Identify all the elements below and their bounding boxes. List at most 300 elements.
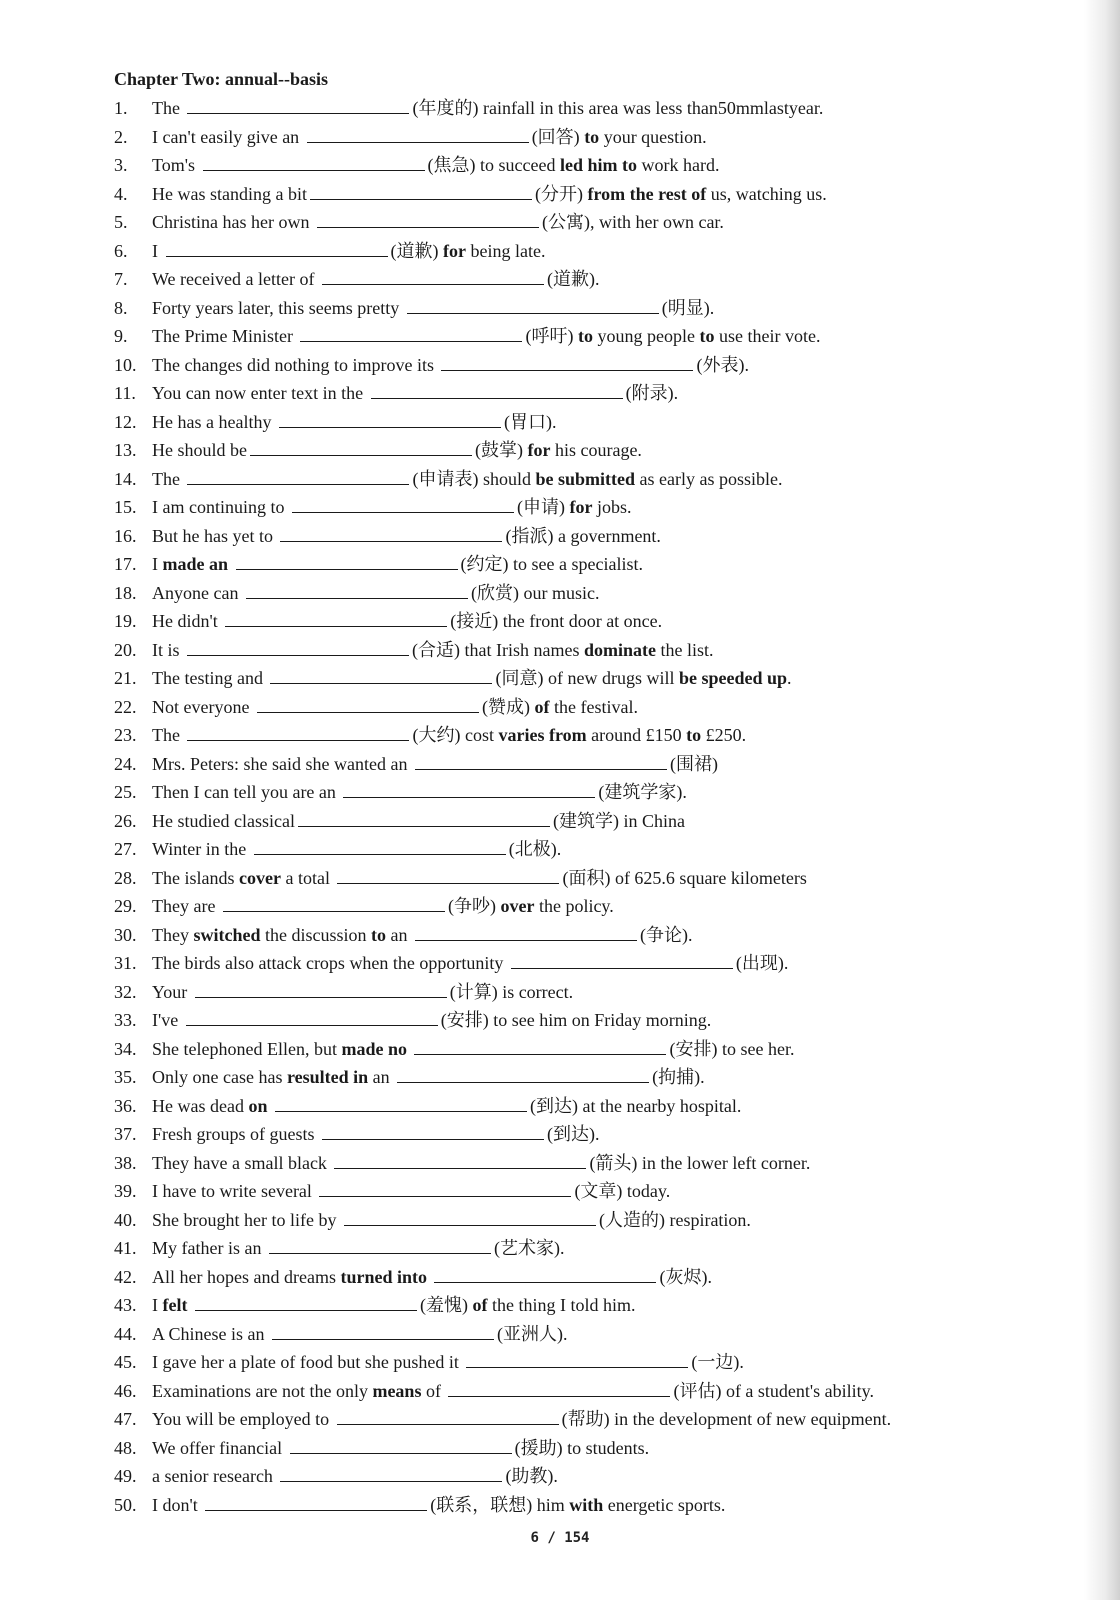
- sentence-text: I am continuing to: [152, 497, 289, 517]
- sentence-text: a senior research: [152, 1466, 278, 1486]
- sentence-text: (评估) of a student's ability.: [673, 1380, 874, 1401]
- sentence-text: It is: [152, 639, 185, 660]
- answer-blank[interactable]: [337, 882, 559, 884]
- exercise-item: [114, 978, 994, 1007]
- sentence-text: (鼓掌): [474, 440, 528, 460]
- sentence-text: work hard.: [636, 155, 720, 175]
- sentence-text: (人造的) respiration.: [598, 1209, 751, 1230]
- sentence-text: (呼吁): [525, 326, 578, 346]
- sentence-text: (附录).: [625, 383, 679, 403]
- sentence-text: [187, 1291, 192, 1319]
- item-number: 4.: [114, 183, 128, 204]
- answer-blank[interactable]: [269, 1252, 491, 1254]
- answer-blank[interactable]: [257, 711, 479, 713]
- sentence-text: £250.: [701, 725, 747, 745]
- sentence-text: (面积) of 625.6 square kilometers: [562, 867, 807, 888]
- bold-phrase: switched: [193, 924, 261, 945]
- sentence-text: (助教).: [505, 1466, 558, 1486]
- answer-blank[interactable]: [187, 654, 409, 656]
- item-number: 36.: [114, 1095, 137, 1116]
- item-number: 35.: [114, 1067, 137, 1087]
- bold-phrase: to: [584, 126, 600, 147]
- answer-blank[interactable]: [187, 483, 409, 485]
- item-number: 41.: [114, 1238, 137, 1258]
- exercise-item: [114, 1405, 994, 1434]
- exercise-item: [114, 921, 994, 950]
- exercise-item: [114, 408, 994, 437]
- answer-blank[interactable]: [280, 1480, 502, 1482]
- exercise-item: [114, 607, 994, 636]
- answer-blank[interactable]: [187, 112, 409, 114]
- exercise-item: [114, 322, 994, 351]
- exercise-item: [114, 1291, 994, 1320]
- sentence-text: They have a small black: [152, 1152, 332, 1173]
- item-number: 10.: [114, 354, 137, 375]
- item-number: 46.: [114, 1380, 137, 1401]
- exercise-item: [114, 1462, 994, 1491]
- answer-blank[interactable]: [371, 397, 623, 399]
- sentence-text: Examinations are not the only: [152, 1380, 373, 1401]
- answer-blank[interactable]: [187, 739, 409, 741]
- answer-blank[interactable]: [250, 454, 472, 456]
- sentence-text: Only one case has: [152, 1067, 287, 1087]
- bold-phrase: to: [699, 326, 715, 346]
- item-number: 6.: [114, 240, 128, 261]
- bold-phrase: of: [534, 696, 550, 717]
- answer-blank[interactable]: [511, 967, 733, 969]
- sentence-text: (分开): [534, 183, 588, 204]
- sentence-text: the festival.: [549, 696, 638, 717]
- exercise-list: [114, 94, 994, 1519]
- sentence-text: use their vote.: [714, 326, 821, 346]
- sentence-text: (回答): [531, 126, 585, 147]
- answer-blank[interactable]: [254, 853, 506, 855]
- sentence-text: (道歉): [390, 240, 443, 261]
- sentence-text: Forty years later, this seems pretty: [152, 297, 404, 318]
- item-number: 28.: [114, 867, 137, 888]
- bold-phrase: to: [370, 924, 386, 945]
- sentence-text: (接近) the front door at once.: [450, 611, 663, 631]
- exercise-item: [114, 636, 994, 665]
- bold-phrase: to: [686, 725, 702, 745]
- answer-blank[interactable]: [275, 1110, 527, 1112]
- sentence-text: She telephoned Ellen, but: [152, 1038, 342, 1059]
- sentence-text: They are: [152, 896, 220, 916]
- sentence-text: He didn't: [152, 611, 223, 631]
- exercise-item: [114, 294, 994, 323]
- exercise-item: [114, 1149, 994, 1178]
- sentence-text: (文章) today.: [574, 1181, 671, 1201]
- answer-blank[interactable]: [317, 226, 539, 228]
- exercise-item: [114, 379, 994, 408]
- sentence-text: I: [152, 554, 163, 574]
- exercise-item: [114, 579, 994, 608]
- sentence-text: (外表).: [696, 354, 749, 375]
- sentence-text: They: [152, 924, 194, 945]
- exercise-item: [114, 1092, 994, 1121]
- item-number: 47.: [114, 1409, 137, 1429]
- answer-blank[interactable]: [195, 1309, 417, 1311]
- exercise-item: [114, 265, 994, 294]
- sentence-text: I've: [152, 1010, 183, 1030]
- sentence-text: A Chinese is an: [152, 1323, 269, 1344]
- bold-phrase: be submitted: [535, 468, 635, 489]
- exercise-item: [114, 1120, 994, 1149]
- item-number: 5.: [114, 212, 128, 232]
- sentence-text: You will be employed to: [152, 1409, 334, 1429]
- sentence-text: the discussion: [260, 924, 371, 945]
- bold-phrase: be speeded up: [678, 668, 787, 688]
- answer-blank[interactable]: [225, 625, 447, 627]
- item-number: 33.: [114, 1010, 137, 1030]
- answer-blank[interactable]: [307, 141, 529, 143]
- item-number: 2.: [114, 126, 128, 147]
- sentence-text: (联系，联想) him: [430, 1494, 570, 1515]
- answer-blank[interactable]: [310, 198, 532, 200]
- answer-blank[interactable]: [270, 682, 492, 684]
- sentence-text: (赞成): [481, 696, 535, 717]
- bold-phrase: made no: [341, 1038, 407, 1059]
- sentence-text: The birds also attack crops when the opportunity: [152, 953, 508, 973]
- sentence-text: She brought her to life by: [152, 1209, 341, 1230]
- item-number: 48.: [114, 1437, 137, 1458]
- sentence-text: (帮助) in the development of new equipment.: [561, 1409, 892, 1429]
- sentence-text: (援助) to students.: [514, 1437, 650, 1458]
- exercise-item: [114, 180, 994, 209]
- bold-phrase: turned into: [340, 1266, 427, 1287]
- bold-phrase: of: [472, 1295, 488, 1315]
- answer-blank[interactable]: [466, 1366, 688, 1368]
- bold-phrase: for: [443, 240, 466, 261]
- sentence-text: You can now enter text in the: [152, 383, 368, 403]
- answer-blank[interactable]: [186, 1024, 438, 1026]
- exercise-item: [114, 1035, 994, 1064]
- bold-phrase: with: [569, 1494, 604, 1515]
- answer-blank[interactable]: [272, 1338, 494, 1340]
- item-number: 8.: [114, 297, 128, 318]
- answer-blank[interactable]: [415, 939, 637, 941]
- sentence-text: (安排) to see her.: [669, 1038, 795, 1059]
- item-number: 18.: [114, 582, 137, 603]
- sentence-text: (建筑学家).: [598, 782, 687, 802]
- answer-blank[interactable]: [205, 1509, 427, 1511]
- sentence-text: We offer financial: [152, 1437, 287, 1458]
- sentence-text: .: [787, 668, 792, 688]
- bold-phrase: cover: [239, 867, 281, 888]
- exercise-item: [114, 94, 994, 123]
- sentence-text: (计算) is correct.: [449, 981, 574, 1002]
- sentence-text: The: [152, 468, 185, 489]
- answer-blank[interactable]: [415, 768, 667, 770]
- bold-phrase: made an: [162, 554, 229, 574]
- bold-phrase: from the rest of: [587, 183, 707, 204]
- exercise-item: [114, 493, 994, 522]
- answer-blank[interactable]: [319, 1195, 571, 1197]
- sentence-text: energetic sports.: [603, 1494, 726, 1515]
- answer-blank[interactable]: [343, 796, 595, 798]
- answer-blank[interactable]: [344, 1224, 596, 1226]
- sentence-text: jobs.: [592, 497, 632, 517]
- exercise-item: [114, 1006, 994, 1035]
- sentence-text: young people: [592, 326, 700, 346]
- sentence-text: I have to write several: [152, 1181, 317, 1201]
- item-number: 26.: [114, 810, 137, 831]
- sentence-text: Mrs. Peters: she said she wanted an: [152, 753, 412, 774]
- answer-blank[interactable]: [290, 1452, 512, 1454]
- worksheet: [114, 66, 994, 1519]
- exercise-item: [114, 1377, 994, 1406]
- item-number: 23.: [114, 725, 137, 745]
- item-number: 1.: [114, 98, 128, 118]
- answer-blank[interactable]: [298, 825, 550, 827]
- sentence-text: (北极).: [508, 839, 562, 859]
- bold-phrase: led him to: [559, 155, 637, 175]
- answer-blank[interactable]: [246, 597, 468, 599]
- answer-blank[interactable]: [448, 1395, 670, 1397]
- sentence-text: being late.: [465, 240, 546, 261]
- bold-phrase: means: [372, 1380, 422, 1401]
- exercise-item: [114, 522, 994, 551]
- exercise-item: [114, 123, 994, 152]
- answer-blank[interactable]: [195, 996, 447, 998]
- item-number: 16.: [114, 525, 137, 546]
- item-number: 14.: [114, 468, 137, 489]
- item-number: 42.: [114, 1266, 137, 1287]
- answer-blank[interactable]: [322, 283, 544, 285]
- exercise-item: [114, 721, 994, 750]
- sentence-text: (到达).: [547, 1124, 600, 1144]
- sentence-text: I can't easily give an: [152, 126, 304, 147]
- answer-blank[interactable]: [279, 426, 501, 428]
- sentence-text: (拘捕).: [652, 1067, 705, 1087]
- sentence-text: He was standing a bit: [152, 183, 307, 204]
- sentence-text: (合适) that Irish names: [412, 639, 584, 660]
- exercise-item: [114, 151, 994, 180]
- answer-blank[interactable]: [397, 1081, 649, 1083]
- sentence-text: (建筑学) in China: [552, 810, 685, 831]
- sentence-text: (到达) at the nearby hospital.: [529, 1095, 742, 1116]
- sentence-text: a total: [280, 867, 335, 888]
- sentence-text: an: [385, 924, 412, 945]
- item-number: 50.: [114, 1494, 137, 1515]
- bold-phrase: to: [577, 326, 593, 346]
- item-number: 30.: [114, 924, 137, 945]
- item-number: 29.: [114, 896, 137, 916]
- sentence-text: (争论).: [639, 924, 693, 945]
- exercise-item: [114, 1177, 994, 1206]
- bold-phrase: for: [569, 497, 593, 517]
- answer-blank[interactable]: [434, 1281, 656, 1283]
- sentence-text: Not everyone: [152, 696, 254, 717]
- sentence-text: Your: [152, 981, 192, 1002]
- sentence-text: [407, 1035, 412, 1063]
- sentence-text: The: [152, 98, 185, 118]
- sentence-text: (年度的) rainfall in this area was less than50mmlastyear.: [412, 98, 824, 118]
- sentence-text: [267, 1092, 272, 1120]
- exercise-item: [114, 1206, 994, 1235]
- item-number: 44.: [114, 1323, 137, 1344]
- exercise-item: [114, 778, 994, 807]
- item-number: 31.: [114, 953, 137, 973]
- answer-blank[interactable]: [414, 1053, 666, 1055]
- sentence-text: (焦急) to succeed: [427, 155, 560, 175]
- sentence-text: (围裙): [669, 753, 718, 774]
- sentence-text: (胃口).: [503, 411, 557, 432]
- answer-blank[interactable]: [292, 511, 514, 513]
- bold-phrase: over: [500, 896, 535, 916]
- exercise-item: [114, 1434, 994, 1463]
- sentence-text: (箭头) in the lower left corner.: [589, 1152, 811, 1173]
- item-number: 21.: [114, 668, 137, 688]
- sentence-text: He was dead: [152, 1095, 249, 1116]
- exercise-item: [114, 550, 994, 579]
- bold-phrase: felt: [162, 1295, 188, 1315]
- item-number: 32.: [114, 981, 137, 1002]
- answer-blank[interactable]: [280, 540, 502, 542]
- page-number: 6 / 154: [530, 1530, 590, 1546]
- chapter-title: Chapter Two: annual--basis: [114, 69, 329, 89]
- exercise-item: [114, 835, 994, 864]
- sentence-text: (申请): [516, 497, 570, 517]
- exercise-item: [114, 436, 994, 465]
- sentence-text: as early as possible.: [635, 468, 783, 489]
- exercise-item: [114, 664, 994, 693]
- item-number: 12.: [114, 411, 137, 432]
- exercise-item: [114, 351, 994, 380]
- item-number: 24.: [114, 753, 137, 774]
- sentence-text: All her hopes and dreams: [152, 1266, 341, 1287]
- sentence-text: us, watching us.: [706, 183, 827, 204]
- item-number: 3.: [114, 155, 128, 175]
- sentence-text: He has a healthy: [152, 411, 276, 432]
- sentence-text: (约定) to see a specialist.: [460, 554, 643, 574]
- sentence-text: (亚洲人).: [497, 1323, 568, 1344]
- item-number: 25.: [114, 782, 137, 802]
- answer-blank[interactable]: [166, 255, 388, 257]
- exercise-item: [114, 1320, 994, 1349]
- item-number: 13.: [114, 440, 137, 460]
- sentence-text: Fresh groups of guests: [152, 1124, 319, 1144]
- item-number: 22.: [114, 696, 137, 717]
- bold-phrase: resulted in: [286, 1067, 369, 1087]
- sentence-text: (出现).: [735, 953, 789, 973]
- item-number: 38.: [114, 1152, 137, 1173]
- sentence-text: I: [152, 1295, 163, 1315]
- item-number: 11.: [114, 383, 136, 403]
- item-number: 37.: [114, 1124, 137, 1144]
- bold-phrase: dominate: [583, 639, 656, 660]
- exercise-item: [114, 892, 994, 921]
- bold-phrase: on: [248, 1095, 268, 1116]
- exercise-item: [114, 750, 994, 779]
- answer-blank[interactable]: [300, 340, 522, 342]
- item-number: 27.: [114, 839, 137, 859]
- exercise-item: [114, 465, 994, 494]
- sentence-text: The changes did nothing to improve its: [152, 354, 439, 375]
- item-number: 20.: [114, 639, 137, 660]
- exercise-item: [114, 807, 994, 836]
- sentence-text: We received a letter of: [152, 269, 319, 289]
- sentence-text: the thing I told him.: [487, 1295, 636, 1315]
- sentence-text: the policy.: [534, 896, 614, 916]
- answer-blank[interactable]: [441, 369, 693, 371]
- sentence-text: Christina has her own: [152, 212, 314, 232]
- answer-blank[interactable]: [223, 910, 445, 912]
- sentence-text: [427, 1263, 432, 1291]
- sentence-text: The testing and: [152, 668, 268, 688]
- item-number: 43.: [114, 1295, 137, 1315]
- sentence-text: Then I can tell you are an: [152, 782, 341, 802]
- sentence-text: (安排) to see him on Friday morning.: [440, 1010, 712, 1030]
- sentence-text: I gave her a plate of food but she pushed it: [152, 1352, 464, 1372]
- item-number: 34.: [114, 1038, 137, 1059]
- sentence-text: (道歉).: [546, 269, 600, 289]
- sentence-text: (指派) a government.: [505, 525, 661, 546]
- sentence-text: Winter in the: [152, 839, 251, 859]
- answer-blank[interactable]: [236, 568, 458, 570]
- sentence-text: I: [152, 240, 163, 261]
- sentence-text: the list.: [655, 639, 714, 660]
- sentence-text: (同意) of new drugs will: [495, 668, 679, 688]
- sentence-text: But he has yet to: [152, 525, 278, 546]
- sentence-text: your question.: [599, 126, 707, 147]
- sentence-text: his courage.: [550, 440, 642, 460]
- exercise-item: [114, 208, 994, 237]
- sentence-text: (艺术家).: [493, 1238, 565, 1258]
- exercise-item: [114, 1234, 994, 1263]
- item-number: 9.: [114, 326, 128, 346]
- sentence-text: Tom's: [152, 155, 200, 175]
- exercise-item: [114, 1063, 994, 1092]
- exercise-item: [114, 949, 994, 978]
- sentence-text: (明显).: [661, 297, 715, 318]
- answer-blank[interactable]: [203, 169, 425, 171]
- sentence-text: Anyone can: [152, 582, 243, 603]
- item-number: 15.: [114, 497, 137, 517]
- sentence-text: (申请表) should: [412, 468, 536, 489]
- sentence-text: (一边).: [691, 1352, 744, 1372]
- answer-blank[interactable]: [407, 312, 659, 314]
- sentence-text: The islands: [152, 867, 239, 888]
- answer-blank[interactable]: [334, 1167, 586, 1169]
- bold-phrase: for: [527, 440, 551, 460]
- sentence-text: He studied classical: [152, 810, 295, 831]
- sentence-text: (争吵): [447, 896, 501, 916]
- exercise-item: [114, 693, 994, 722]
- exercise-item: [114, 237, 994, 266]
- item-number: 17.: [114, 554, 137, 574]
- item-number: 40.: [114, 1209, 137, 1230]
- sentence-text: The Prime Minister: [152, 326, 298, 346]
- answer-blank[interactable]: [337, 1423, 559, 1425]
- exercise-item: [114, 1348, 994, 1377]
- answer-blank[interactable]: [322, 1138, 544, 1140]
- sentence-text: an: [368, 1067, 395, 1087]
- sentence-text: [228, 550, 233, 578]
- sentence-text: (羞愧): [419, 1295, 473, 1315]
- item-number: 49.: [114, 1466, 137, 1486]
- exercise-item: [114, 1491, 994, 1520]
- exercise-item: [114, 1263, 994, 1292]
- item-number: 45.: [114, 1352, 137, 1372]
- item-number: 39.: [114, 1181, 137, 1201]
- item-number: 7.: [114, 269, 128, 289]
- sentence-text: He should be: [152, 440, 247, 460]
- sentence-text: (灰烬).: [659, 1266, 712, 1287]
- page-edge-shadow: [1084, 0, 1120, 1600]
- sentence-text: (欣赏) our music.: [470, 582, 600, 603]
- sentence-text: I don't: [152, 1494, 203, 1515]
